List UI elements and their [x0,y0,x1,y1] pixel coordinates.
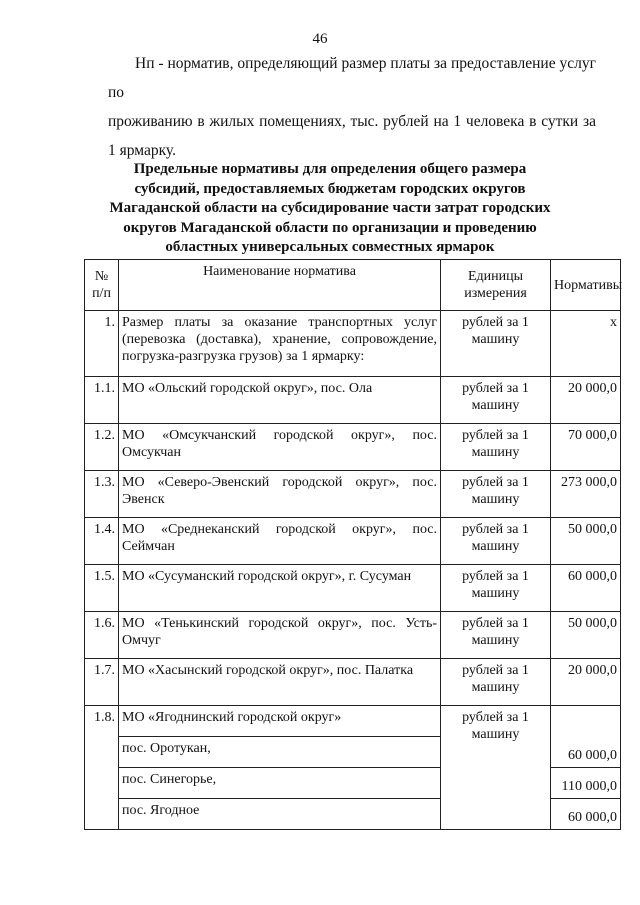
row-num: 1.8. [85,706,119,830]
row-value: 20 000,0 [551,659,621,706]
row-num: 1.1. [85,377,119,424]
table-heading: Предельные нормативы для определения общего размера субсидий, предоставляемых бюджетам городских округов Магаданской области на субсидирование части затрат городских округов Магаданской области по организации и проведению областных универсальных совместных ярмарок [109,161,551,255]
row-unit: рублей за 1 машину [441,706,551,830]
subrow-value: 110 000,0 [551,768,621,799]
row-name-text: МО «Северо-Эвенский городской округ», пос. Эвенск [122,475,437,507]
row-value: 50 000,0 [551,612,621,659]
row-num: 1.3. [85,471,119,518]
row-num: 1.7. [85,659,119,706]
row-value: х [551,311,621,377]
row-value: 70 000,0 [551,424,621,471]
subrow-value: 60 000,0 [551,799,621,830]
table-row [85,612,621,659]
row-unit: рублей за 1 машину [441,471,551,518]
row-unit: рублей за 1 машину [441,612,551,659]
row-unit: рублей за 1 машину [441,518,551,565]
row-name: МО «Хасынский городской округ», пос. Палатка [119,659,441,706]
row-num: 1.6. [85,612,119,659]
subrow-value: 60 000,0 [551,737,621,768]
norms-table [84,259,621,830]
row-value: 60 000,0 [551,565,621,612]
row-unit: рублей за 1 машину [441,377,551,424]
row-unit: рублей за 1 машину [441,311,551,377]
row-name [119,518,441,565]
row-unit: рублей за 1 машину [441,659,551,706]
row-name: МО «Сусуманский городской округ», г. Сусуман [119,565,441,612]
row-name [119,471,441,518]
table-row [85,471,621,518]
table-row [85,659,621,706]
row-name: МО «Ольский городской округ», пос. Ола [119,377,441,424]
row-num: 1.4. [85,518,119,565]
row-name [119,612,441,659]
table-row [85,424,621,471]
table-row [85,311,621,377]
row-name: МО «Ягоднинский городской округ» [119,706,441,737]
table-header-row [85,260,621,311]
intro-line-1: Нп - норматив, определяющий размер платы за предоставление услуг по [108,55,596,101]
subrow-name: пос. Оротукан, [119,737,441,768]
row-num: 1. [85,311,119,377]
table-row [85,706,621,737]
intro-paragraph [108,49,596,165]
intro-line-2: проживанию в жилых помещениях, тыс. рублей на 1 человека в сутки за 1 ярмарку. [108,113,596,159]
header-num: № п/п [85,260,119,311]
row-value: 50 000,0 [551,518,621,565]
row-name-text: МО «Омсукчанский городской округ», пос. Омсукчан [122,428,437,460]
header-unit: Единицы измерения [441,260,551,311]
table-row [85,565,621,612]
subrow-name: пос. Ягодное [119,799,441,830]
row-unit: рублей за 1 машину [441,424,551,471]
header-value: Нормативы [551,260,621,311]
row-value: 20 000,0 [551,377,621,424]
row-name-text: МО «Среднеканский городской округ», пос. Сеймчан [122,522,437,554]
row-unit: рублей за 1 машину [441,565,551,612]
table-row [85,518,621,565]
row-num: 1.5. [85,565,119,612]
subrow-name: пос. Синегорье, [119,768,441,799]
row-num: 1.2. [85,424,119,471]
row-name: Размер платы за оказание транспортных услуг (перевозка (доставка), хранение, сопровождение, погрузка-разгрузка грузов) за 1 ярмарку: [119,311,441,377]
header-name: Наименование норматива [119,260,441,311]
page-number: 46 [312,31,328,47]
row-name [119,424,441,471]
row-value-empty [551,706,621,737]
row-value: 273 000,0 [551,471,621,518]
row-name-text: МО «Тенькинский городской округ», пос. Усть-Омчуг [122,616,437,648]
table-row [85,377,621,424]
